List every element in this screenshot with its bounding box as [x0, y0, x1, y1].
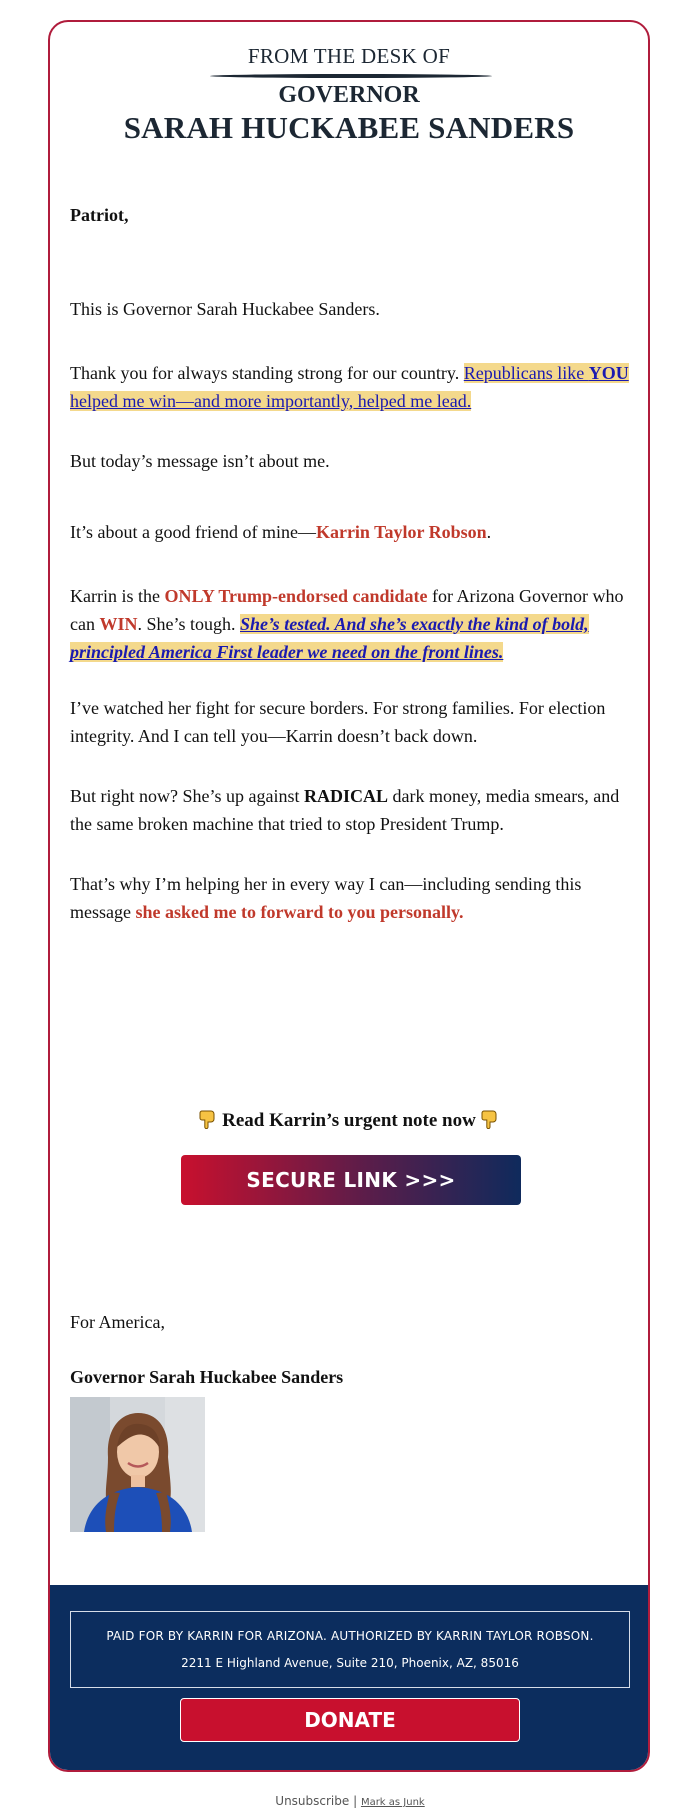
endorsement-text-a: Karrin is the [70, 586, 165, 606]
paragraph-not-about-me: But today’s message isn’t about me. [70, 451, 330, 471]
signature: Governor Sarah Huckabee Sanders [70, 1367, 344, 1387]
pointing-down-icon [481, 1109, 499, 1129]
paragraph-thanks [70, 359, 630, 415]
forward-highlight: she asked me to forward to you personally. [135, 902, 464, 922]
letterhead-title: GOVERNOR [278, 82, 420, 108]
mark-as-junk-link[interactable]: Mark as Junk [360, 1797, 425, 1808]
letterhead-divider [210, 74, 492, 78]
email-card [48, 20, 650, 1772]
disclaimer-box [70, 1611, 630, 1688]
radical-bold: RADICAL [303, 786, 388, 806]
radical-text-a: But right now? She’s up against [70, 786, 304, 806]
paragraph-friend-end: . [486, 522, 492, 542]
unsubscribe-link[interactable]: Unsubscribe [275, 1794, 350, 1808]
paragraph-endorsement [70, 582, 630, 666]
tested-leader-link[interactable]: She’s tested. And she’s exactly the kind of bold, principled America First leader we need on the front lines. [70, 614, 589, 662]
endorsement-text-c: . She’s tough. [137, 614, 241, 634]
secure-link-button[interactable]: SECURE LINK >>> [181, 1155, 521, 1205]
paragraph-thanks-text: Thank you for always standing strong for our country. [70, 363, 464, 383]
radical-text-b: dark money, media smears, and the same broken machine that tried to stop President Trump. [70, 786, 620, 834]
campaign-address: 2211 E Highland Avenue, Suite 210, Phoenix, AZ, 85016 [181, 1656, 519, 1670]
cta-label [50, 1109, 648, 1132]
unsubscribe-separator: | [349, 1794, 361, 1808]
donate-button[interactable]: DONATE [180, 1698, 520, 1742]
paragraph-radical [70, 782, 630, 838]
governor-photo [70, 1397, 205, 1532]
paragraph-forward [70, 870, 630, 926]
endorsement-text-b: for Arizona Governor who can [70, 586, 624, 634]
cta-label-text: Read Karrin’s urgent note now [222, 1110, 476, 1131]
portrait-image [70, 1397, 205, 1532]
forward-text: That’s why I’m helping her in every way I can—including sending this message [70, 874, 582, 922]
karrin-name: Karrin Taylor Robson [315, 522, 487, 542]
paragraph-friend-text: It’s about a good friend of mine— [70, 522, 316, 542]
endorsement-highlight: ONLY Trump-endorsed candidate [164, 586, 428, 606]
letterhead-desk-line: FROM THE DESK OF [247, 44, 451, 68]
paragraph-fight: I’ve watched her fight for secure borders. For strong families. For election integrity. And I can tell you—Karrin doesn’t back down. [70, 698, 606, 746]
letterhead-name: SARAH HUCKABEE SANDERS [123, 110, 575, 145]
footer [50, 1585, 648, 1772]
paragraph-friend [70, 518, 630, 546]
closing: For America, [70, 1312, 165, 1332]
greeting: Patriot, [70, 205, 129, 225]
republicans-link-text-b[interactable]: helped me win—and more importantly, helped me lead. [70, 391, 472, 411]
unsubscribe-bar [0, 1794, 700, 1808]
win-highlight: WIN [99, 614, 138, 634]
republicans-link-text-a[interactable]: Republicans like [463, 363, 589, 383]
paragraph-intro: This is Governor Sarah Huckabee Sanders. [70, 299, 380, 319]
pointing-down-icon [199, 1109, 217, 1129]
paid-for-disclaimer: PAID FOR BY KARRIN FOR ARIZONA. AUTHORIZED BY KARRIN TAYLOR ROBSON. [106, 1629, 594, 1643]
republicans-link-bold[interactable]: YOU [588, 363, 629, 383]
